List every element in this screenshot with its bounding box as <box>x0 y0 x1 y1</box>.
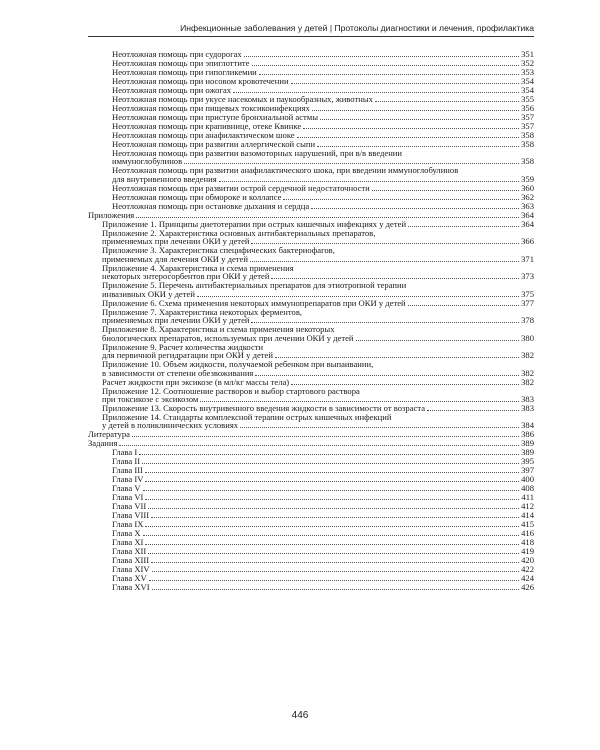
toc-entry-text: при токсикозе с эксикозом <box>102 393 199 404</box>
toc-entry <box>88 281 534 298</box>
toc-entry-text: Приложение 12. Соотношение растворов и выбор стартового раствора <box>102 385 360 396</box>
dot-leader <box>145 544 519 545</box>
toc-page-number: 351 <box>521 49 534 59</box>
toc-entry-text: применяемых для лечения ОКИ у детей <box>102 253 248 264</box>
toc-entry-text: Неотложная помощь при судорогах <box>112 49 242 59</box>
toc-page-number: 364 <box>521 218 534 229</box>
dot-leader <box>240 427 519 428</box>
toc-page-number: 358 <box>521 130 534 140</box>
toc-entry-text: Приложение 7. Характеристика некоторых ферментов, <box>102 306 303 317</box>
toc-entry <box>88 529 534 538</box>
toc-page-number: 357 <box>521 121 534 131</box>
toc-entry <box>88 538 534 547</box>
toc-entry-text: Глава VII <box>112 501 147 512</box>
dot-leader <box>259 74 519 75</box>
dot-leader <box>151 562 519 563</box>
page-number: 446 <box>291 710 309 721</box>
toc-page-number: 418 <box>521 537 534 548</box>
toc-page-number: 397 <box>521 465 534 476</box>
toc-page-number: 377 <box>521 297 534 308</box>
dot-leader <box>252 65 520 66</box>
toc-entry-text: Приложение 10. Объем жидкости, получаемой ребенком при выпаивании, <box>102 359 374 370</box>
toc-entry-text: Приложение 5. Перечень антибактериальных препаратов для этиотропной терапии <box>102 280 407 291</box>
toc-entry-text: Неотложная помощь при остановке дыхания и сердца <box>112 200 310 211</box>
toc-entry-text: некоторых энтеросорбентов при ОКИ у детей <box>102 271 270 282</box>
dot-leader <box>200 401 519 402</box>
toc-entry <box>88 475 534 484</box>
toc-page-number: 420 <box>521 555 534 566</box>
dot-leader <box>297 137 520 138</box>
dot-leader <box>271 278 519 279</box>
toc-entry-text: Глава XIII <box>112 555 150 566</box>
toc-entry-text: в зависимости от степени обезвоживания <box>102 367 254 378</box>
toc-page-number: 355 <box>521 94 534 104</box>
toc-entry <box>88 556 534 565</box>
dot-leader <box>148 553 519 554</box>
toc-entry <box>88 229 534 246</box>
toc-page-number: 386 <box>521 429 534 440</box>
toc-page-number: 354 <box>521 85 534 95</box>
dot-leader <box>255 375 519 376</box>
toc-page-number: 415 <box>521 519 534 530</box>
dot-leader <box>408 305 519 306</box>
toc-entry-text: Глава XIV <box>112 564 150 575</box>
dot-leader <box>291 83 520 84</box>
toc-entry-text: Неотложная помощь при эпиглоттите <box>112 58 250 68</box>
dot-leader <box>149 580 519 581</box>
toc-entry-text: Глава I <box>112 447 138 458</box>
toc-entry-text: Глава XV <box>112 573 147 584</box>
toc-entry-text: Приложение 14. Стандарты комплексной терапии острых кишечных инфекций <box>102 411 392 422</box>
dot-leader <box>250 261 519 262</box>
dot-leader <box>275 357 519 358</box>
toc-page-number: 424 <box>521 573 534 584</box>
toc-page-number: 395 <box>521 456 534 467</box>
toc-entry <box>88 511 534 520</box>
toc-page-number: 362 <box>521 191 534 202</box>
toc-entry <box>88 387 534 404</box>
dot-leader <box>283 199 519 200</box>
toc-entry <box>88 574 534 583</box>
toc-page-number: 411 <box>521 492 534 503</box>
toc-page-number: 352 <box>521 58 534 68</box>
dot-leader <box>251 243 519 244</box>
toc-entry-text: Расчет жидкости при эксикозе (в мл/кг массы тела) <box>102 376 290 387</box>
toc-entry-text: Глава VIII <box>112 510 150 521</box>
toc-entry-text: Приложение 2. Характеристика основных антибактериальных препаратов, <box>102 227 376 238</box>
toc-page-number: 382 <box>521 376 534 387</box>
dot-leader <box>151 517 519 518</box>
toc-entry-text: Приложение 3. Характеристика специфических бактериофагов, <box>102 245 335 256</box>
toc-entry <box>88 360 534 377</box>
toc-entry-text: применяемых при лечении ОКИ у детей <box>102 315 250 326</box>
toc-page-number: 357 <box>521 112 534 122</box>
toc-page-number: 384 <box>521 420 534 431</box>
toc-entry-text: Глава XI <box>112 537 144 548</box>
toc-page-number: 358 <box>521 156 534 167</box>
toc-entry-text: Глава II <box>112 456 141 467</box>
toc-entry-text: Глава XVI <box>112 582 150 593</box>
toc-page-number: 366 <box>521 236 534 247</box>
dot-leader <box>145 481 519 482</box>
toc-entry-text: Глава V <box>112 483 141 494</box>
toc-page-number: 378 <box>521 315 534 326</box>
toc-entry-text: Неотложная помощь при крапивнице, отеке Квинке <box>112 121 302 131</box>
toc-entry <box>88 466 534 475</box>
toc-entry <box>88 493 534 502</box>
toc-entry-text: Глава IX <box>112 519 144 530</box>
dot-leader <box>303 128 519 129</box>
dot-leader <box>427 410 519 411</box>
dot-leader <box>152 571 520 572</box>
toc-entry-text: Литература <box>88 429 130 440</box>
toc-page-number: 356 <box>521 103 534 113</box>
toc-entry-text: Глава VI <box>112 492 144 503</box>
toc-entry-text: Неотложная помощь при анафилактическом шоке <box>112 130 295 140</box>
toc-entry <box>88 413 534 430</box>
dot-leader <box>139 454 519 455</box>
toc-entry-text: Неотложная помощь при обмороке и коллапсе <box>112 191 282 202</box>
toc-entry-text: Приложение 13. Скорость внутривенного введения жидкости в зависимости от возраста <box>102 402 426 413</box>
toc-entry-text: Приложение 9. Расчет количества жидкости <box>102 341 264 352</box>
toc-entry-text: инвазивных ОКИ у детей <box>102 288 195 299</box>
toc-entry-text: Приложение 1. Принципы диетотерапии при острых кишечных инфекциях у детей <box>102 218 407 229</box>
toc-page-number: 414 <box>521 510 534 521</box>
toc-page-number: 389 <box>521 447 534 458</box>
toc-entry-text: Приложения <box>88 209 135 220</box>
dot-leader <box>119 445 519 446</box>
toc-page-number: 383 <box>521 393 534 404</box>
toc-entry-text: Неотложная помощь при развитии острой сердечной недостаточности <box>112 182 370 193</box>
dot-leader <box>356 340 520 341</box>
toc-entry-text: Глава X <box>112 528 141 539</box>
toc-entry-text: Неотложная помощь при развитии анафилактического шока, при введении иммуноглобулинов <box>112 165 459 176</box>
toc-entry <box>88 246 534 263</box>
dot-leader <box>372 190 519 191</box>
dot-leader <box>152 589 520 590</box>
toc-entry <box>88 264 534 281</box>
toc-page-number: 416 <box>521 528 534 539</box>
dot-leader <box>311 208 519 209</box>
dot-leader <box>197 296 519 297</box>
toc-entry-text: Глава XII <box>112 546 147 557</box>
dot-leader <box>145 472 519 473</box>
toc-entry <box>88 484 534 493</box>
toc-entry <box>88 166 534 183</box>
toc-entry-text: иммуноглобулинов <box>112 156 183 167</box>
toc-entry-text: Неотложная помощь при ожогах <box>112 85 232 95</box>
toc-entry-text: для внутривенного введения <box>112 173 217 184</box>
toc-entry-text: Неотложная помощь при укусе насекомых и паукообразных, животных <box>112 94 373 104</box>
toc-page-number: 380 <box>521 332 534 343</box>
toc-entry <box>88 149 534 166</box>
toc-entry-text: применяемых при лечении ОКИ у детей <box>102 236 250 247</box>
toc-page-number: 360 <box>521 182 534 193</box>
dot-leader <box>291 384 519 385</box>
toc-entry-text: биологических препаратов, используемых при лечении ОКИ у детей <box>102 332 354 343</box>
toc-entry-text: Приложение 4. Характеристика и схема применения <box>102 262 294 273</box>
toc-page-number: 358 <box>521 139 534 149</box>
dot-leader <box>317 146 519 147</box>
toc-entry <box>88 202 534 211</box>
toc-entry <box>88 457 534 466</box>
toc-page-number: 422 <box>521 564 534 575</box>
toc-entry-text: для первичной регидратации при ОКИ у детей <box>102 350 273 361</box>
toc-entry <box>88 325 534 342</box>
dot-leader <box>244 56 519 57</box>
toc-page-number: 353 <box>521 67 534 77</box>
toc-page-number: 375 <box>521 288 534 299</box>
toc-entry <box>88 502 534 511</box>
toc-page-number: 383 <box>521 402 534 413</box>
toc-entry <box>88 343 534 360</box>
toc-entry-text: Неотложная помощь при гипогликемии <box>112 67 257 77</box>
dot-leader <box>143 535 520 536</box>
toc-page-number: 364 <box>521 209 534 220</box>
dot-leader <box>143 490 520 491</box>
toc-entry-text: Неотложная помощь при приступе бронхиальной астмы <box>112 112 318 122</box>
toc-entry-text: Неотложная помощь при носовом кровотечении <box>112 76 289 86</box>
dot-leader <box>320 119 519 120</box>
dot-leader <box>408 226 519 227</box>
dot-leader <box>145 499 519 500</box>
toc-entry <box>88 583 534 592</box>
toc-page-number: 408 <box>521 483 534 494</box>
dot-leader <box>312 110 519 111</box>
toc-page-number: 354 <box>521 76 534 86</box>
toc-entry-text: Глава III <box>112 465 143 476</box>
toc-entry-text: Задания <box>88 438 118 449</box>
toc-entry-text: Приложение 6. Схема применения некоторых иммунопрепаратов при ОКИ у детей <box>102 297 406 308</box>
running-header: Инфекционные заболевания у детей | Протоколы диагностики и лечения, профилактика <box>88 22 534 37</box>
toc-entry <box>88 308 534 325</box>
toc-entry-text: Неотложная помощь при развитии вазомоторных нарушений, при в/в введении <box>112 148 403 158</box>
toc-page-number: 426 <box>521 582 534 593</box>
toc-entry <box>88 448 534 457</box>
toc-page-number: 363 <box>521 200 534 211</box>
toc-entry <box>88 547 534 556</box>
toc-entry <box>88 430 534 439</box>
toc-entry-text: у детей в поликлинических условиях <box>102 420 239 431</box>
toc-entry-text: Неотложная помощь при развитии аллергической сыпи <box>112 139 316 149</box>
toc-page-number: 371 <box>521 253 534 264</box>
dot-leader <box>145 526 519 527</box>
dot-leader <box>184 163 519 164</box>
toc-entry <box>88 439 534 448</box>
dot-leader <box>142 463 519 464</box>
toc-page-number: 373 <box>521 271 534 282</box>
toc-page-number: 382 <box>521 367 534 378</box>
dot-leader <box>148 508 519 509</box>
toc-entry-text: Глава IV <box>112 474 144 485</box>
toc-page-number: 359 <box>521 173 534 184</box>
toc-entry-text: Приложение 8. Характеристика и схема применения некоторых <box>102 324 335 335</box>
toc-page-number: 389 <box>521 438 534 449</box>
dot-leader <box>136 217 519 218</box>
toc-page-number: 412 <box>521 501 534 512</box>
toc-entry-text: Неотложная помощь при пищевых токсикоинфекциях <box>112 103 310 113</box>
dot-leader <box>233 92 519 93</box>
dot-leader <box>219 181 519 182</box>
toc-page-number: 419 <box>521 546 534 557</box>
table-of-contents <box>88 50 534 592</box>
dot-leader <box>375 101 519 102</box>
dot-leader <box>251 322 519 323</box>
toc-page-number: 400 <box>521 474 534 485</box>
toc-entry <box>88 565 534 574</box>
dot-leader <box>132 436 519 437</box>
toc-page-number: 382 <box>521 350 534 361</box>
toc-entry <box>88 520 534 529</box>
